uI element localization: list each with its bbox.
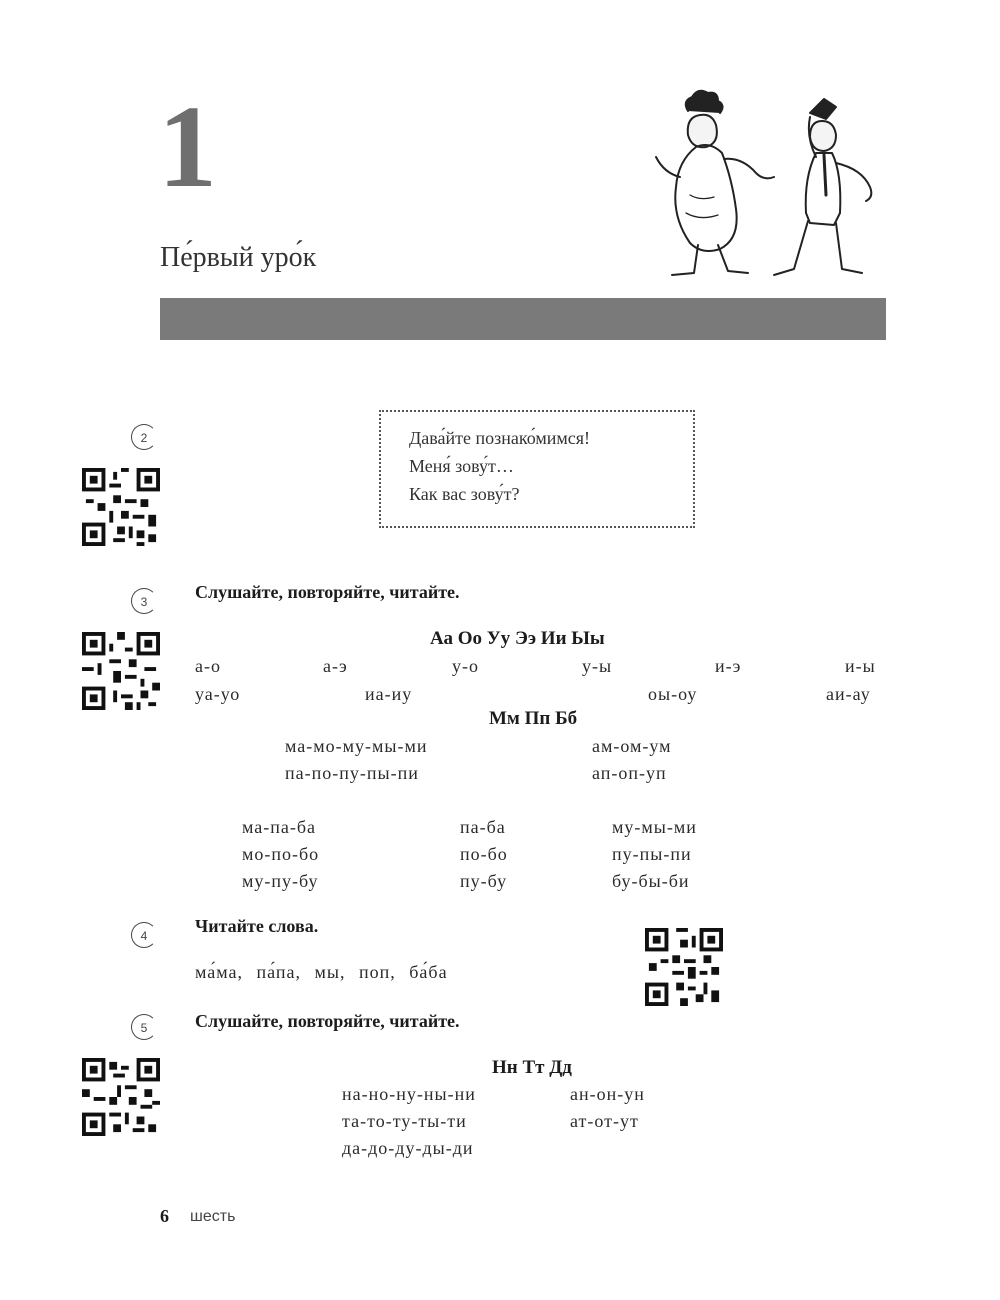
title-band xyxy=(160,298,886,340)
syllable: ап-оп-уп xyxy=(592,763,667,783)
page-number: 6 xyxy=(160,1206,169,1226)
syllable: да-до-ду-ды-ди xyxy=(342,1138,474,1158)
syllable: пу-бу xyxy=(460,871,508,891)
syllable: и-э xyxy=(715,656,742,676)
dancing-couple-illustration xyxy=(640,85,900,280)
qr-code-icon[interactable] xyxy=(82,468,160,546)
words-line: ма́ма, па́па, мы, поп, ба́ба xyxy=(195,962,448,982)
syllable: аи-ау xyxy=(826,684,871,704)
syllable: му-мы-ми xyxy=(612,817,697,837)
syllable: иа-иу xyxy=(365,684,413,704)
syllable: па-ба xyxy=(460,817,506,837)
syllable: и-ы xyxy=(845,656,876,676)
qr-code-icon[interactable] xyxy=(82,632,160,710)
dialog-line: Как вас зову́т? xyxy=(409,484,520,504)
dialog-box xyxy=(379,410,695,528)
exercise-5-heading: Нн Тт Дд xyxy=(492,1057,572,1078)
dialog-line: Меня́ зову́т… xyxy=(409,456,514,476)
syllable: у-о xyxy=(452,656,479,676)
audio-track-2-icon[interactable]: 2 xyxy=(131,424,157,450)
audio-track-3-icon[interactable]: 3 xyxy=(131,588,157,614)
syllable: ма-па-ба xyxy=(242,817,317,837)
syllable: а-э xyxy=(323,656,348,676)
syllable: мо-по-бо xyxy=(242,844,320,864)
dialog-line: Дава́йте познако́мимся! xyxy=(409,428,591,448)
syllable: та-то-ту-ты-ти xyxy=(342,1111,467,1131)
page-number-word: шесть xyxy=(190,1208,236,1225)
audio-track-4-icon[interactable]: 4 xyxy=(131,922,157,948)
syllable: му-пу-бу xyxy=(242,871,319,891)
audio-track-5-icon[interactable]: 5 xyxy=(131,1014,157,1040)
syllable: а-о xyxy=(195,656,221,676)
consonants-heading: Мм Пп Бб xyxy=(489,708,578,729)
syllable: пу-пы-пи xyxy=(612,844,692,864)
syllable: у-ы xyxy=(582,656,613,676)
syllable: оы-оу xyxy=(648,684,698,704)
qr-code-icon[interactable] xyxy=(645,928,723,1006)
syllable: уа-уо xyxy=(195,684,241,704)
syllable: на-но-ну-ны-ни xyxy=(342,1084,476,1104)
syllable: ам-ом-ум xyxy=(592,736,672,756)
syllable: па-по-пу-пы-пи xyxy=(285,763,419,783)
syllable: ма-мо-му-мы-ми xyxy=(285,736,428,756)
qr-code-icon[interactable] xyxy=(82,1058,160,1136)
syllable: ан-он-ун xyxy=(570,1084,645,1104)
syllable: бу-бы-би xyxy=(612,871,690,891)
vowels-heading: Аа Оо Уу Ээ Ии Ыы xyxy=(430,628,605,649)
lesson-number: 1 xyxy=(158,81,217,212)
exercise-5-instruction: Слушайте, повторяйте, читайте. xyxy=(195,1011,460,1031)
syllable: по-бо xyxy=(460,844,508,864)
syllable: ат-от-ут xyxy=(570,1111,639,1131)
lesson-title: Пе́рвый уро́к xyxy=(160,242,317,273)
exercise-4-instruction: Читайте слова. xyxy=(195,916,319,936)
exercise-3-instruction: Слушайте, повторяйте, читайте. xyxy=(195,582,460,602)
